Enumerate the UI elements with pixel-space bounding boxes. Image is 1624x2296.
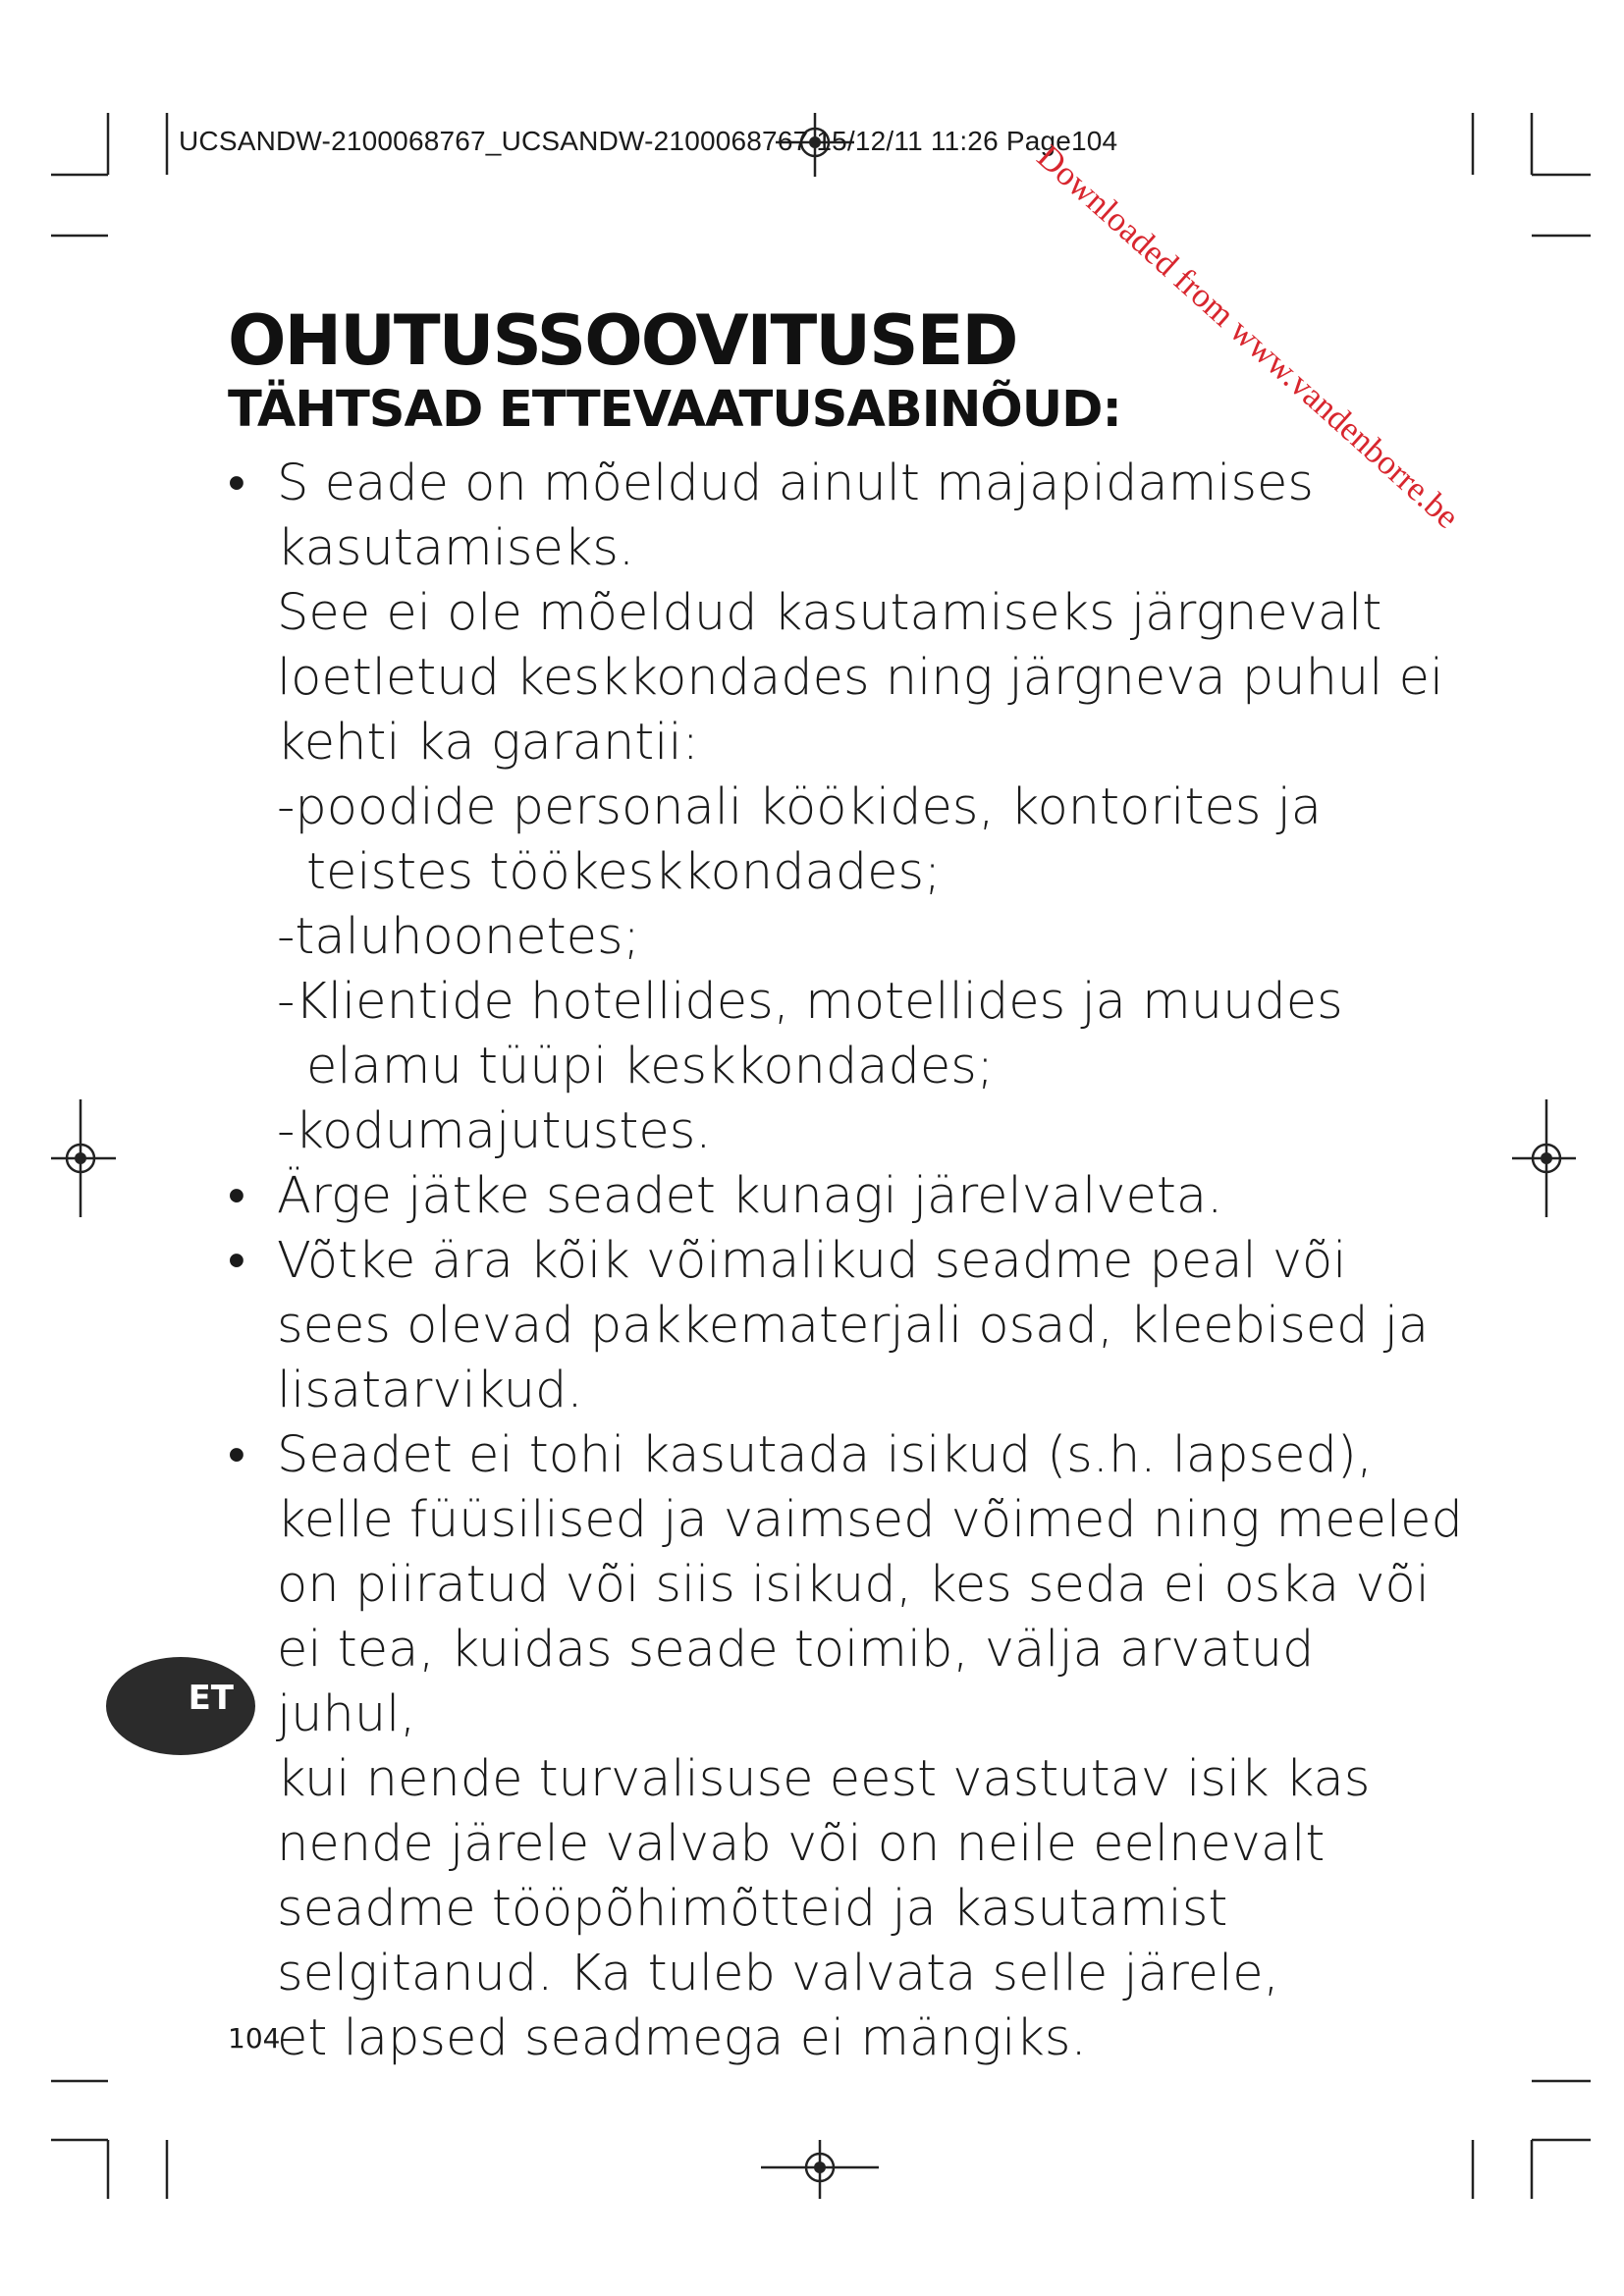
section-subtitle: TÄHTSAD ETTEVAATUSABINÕUD: [228, 381, 1121, 439]
print-slug: UCSANDW-2100068767_UCSANDW-2100068767 15/12/11 11:26 Page104 [179, 126, 1118, 156]
sub-list-item: -poodide personali köökides, kontorites ja teistes töökeskkondades; [277, 778, 1323, 901]
bullet-icon: • [228, 454, 245, 512]
list-item: • Ärge jätke seadet kunagi järelvalveta. [228, 1164, 1465, 1229]
list-item: • S eade on mõeldud ainult majapidamises kasutamiseks. See ei ole mõeldud kasutamiseks järgnevalt loetletud keskkondades ning järgneva puhul ei kehti ka garantii: [228, 452, 1465, 775]
bullet-icon: • [228, 1232, 245, 1290]
page-title: OHUTUSSOOVITUSED [228, 300, 1017, 381]
sub-list-item: -kodumajutustes. [277, 1102, 712, 1160]
sub-list-item: -taluhoonetes; [277, 908, 640, 966]
body-text [228, 452, 1465, 2071]
language-badge: ET [106, 1657, 255, 1755]
bullet-icon: • [228, 1167, 245, 1225]
watermark: Downloaded from www.vandenborre.be [1029, 137, 1467, 536]
page-number: 104 [228, 2022, 281, 2055]
sub-list-item: -Klientide hotellides, motellides ja muudes elamu tüüpi keskkondades; [277, 973, 1343, 1095]
bullet-icon: • [228, 1426, 245, 1484]
list-item: • Võtke ära kõik võimalikud seadme peal või sees olevad pakkematerjali osad, kleebised ja lisatarvikud. [228, 1229, 1465, 1423]
list-item: • Seadet ei tohi kasutada isikud (s.h. lapsed), kelle füüsilised ja vaimsed võimed ning meeled on piiratud või siis isikud, kes seda ei oska või ei tea, kuidas seade toimib, välja arvatud juhul, kui nende turvalisuse eest vastutav isik kas nende järele valvab või on neile eelnevalt seadme tööpõhimõtteid ja kasutamist selgitanud. Ka tuleb valvata selle järele, et lapsed seadmega ei mängiks. [228, 1423, 1465, 2071]
